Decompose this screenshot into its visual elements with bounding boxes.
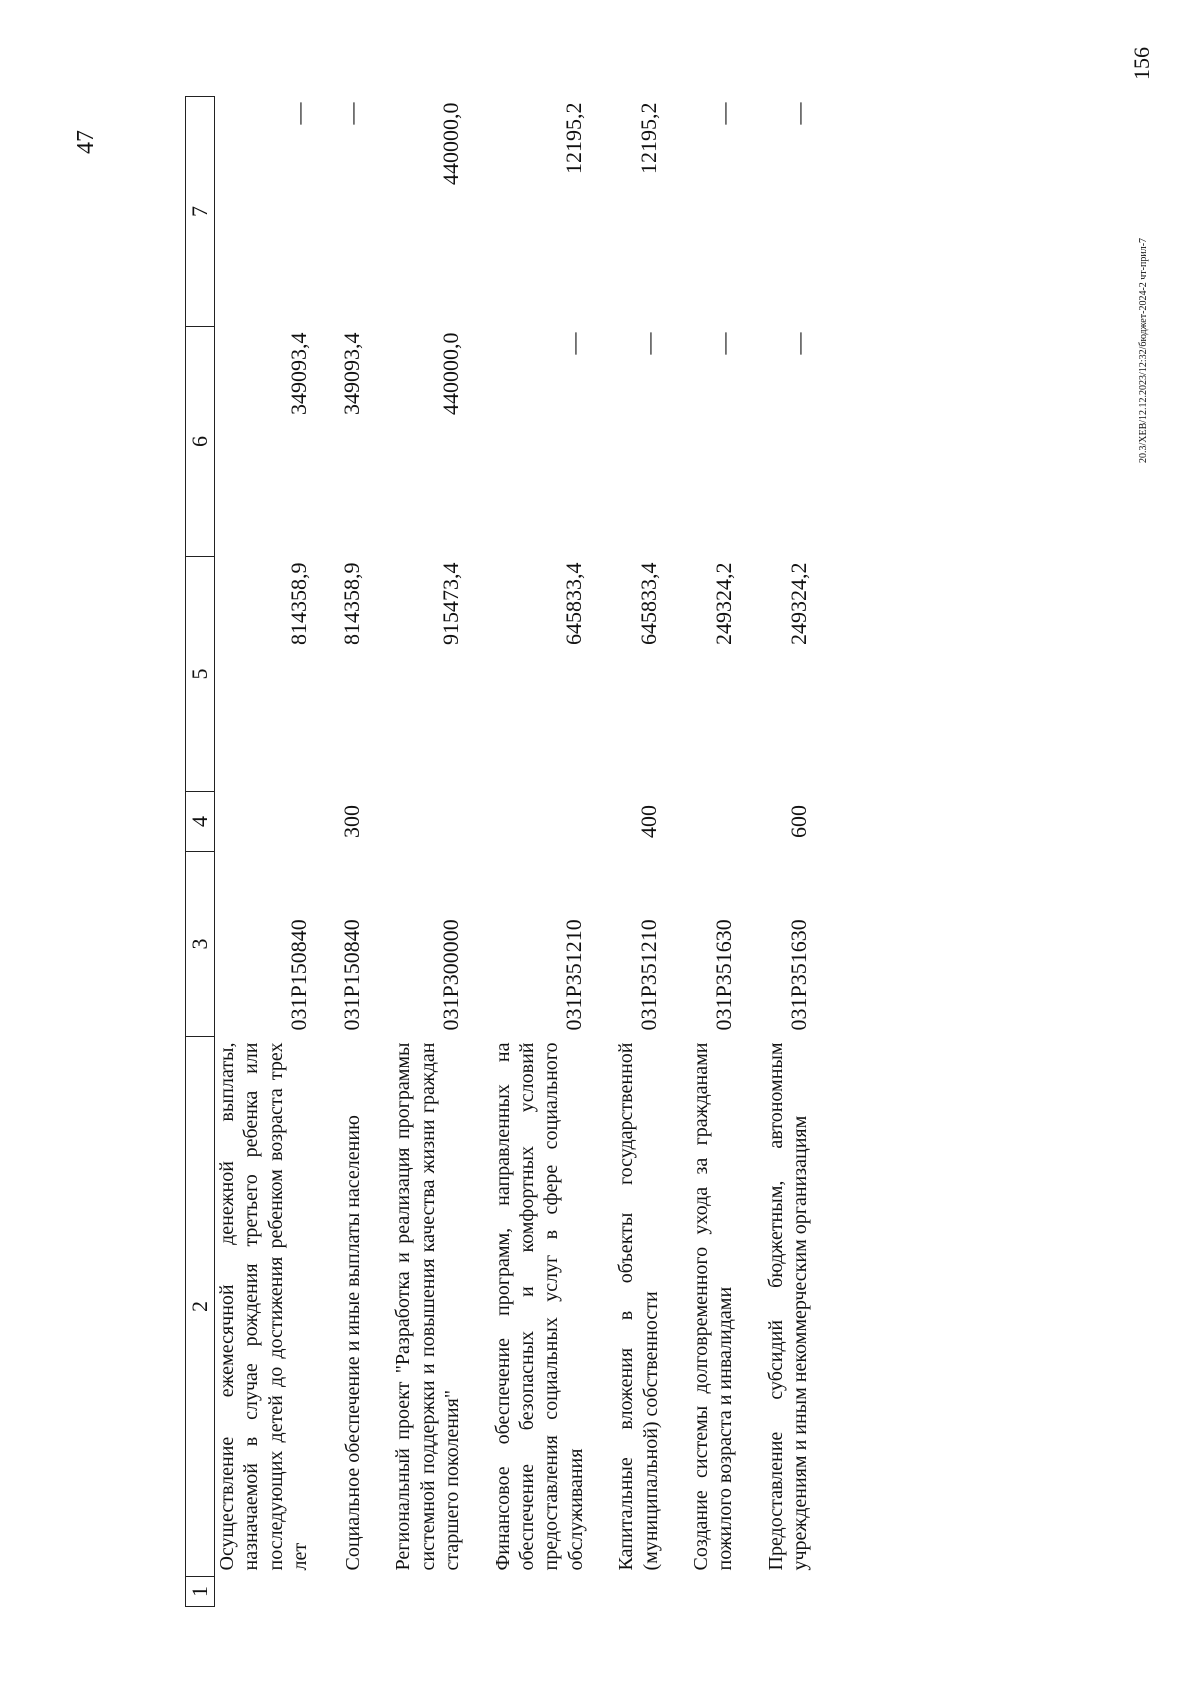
table-row — [689, 97, 738, 1607]
row-csr: 031Р351630 — [710, 919, 736, 1031]
row-value-7: — — [338, 102, 364, 125]
row-vr — [689, 792, 738, 852]
column-number-row — [186, 97, 215, 1607]
row-value-7: — — [285, 102, 311, 125]
row-value-7: 12195,2 — [636, 102, 662, 174]
row-vr: 400 — [636, 805, 662, 838]
row-value-5: 645833,4 — [636, 562, 662, 645]
row-vr — [491, 792, 589, 852]
row-value-6: — — [785, 332, 811, 355]
table-row — [614, 97, 663, 1607]
table-row — [391, 97, 464, 1607]
col-header-4: 4 — [186, 792, 215, 852]
table-row — [491, 97, 589, 1607]
row-value-6: — — [561, 332, 587, 355]
row-name: Финансовое обеспечение программ, направленных на обеспечение безопасных и комфортных условий предоставления социальных услуг в сфере социального обслуживания — [491, 1042, 587, 1571]
row-name: Осуществление ежемесячной денежной выплаты, назначаемой в случае рождения третьего ребенка или последующих детей до достижения ребенком возраста трех лет — [216, 1042, 312, 1571]
row-value-6: 349093,4 — [338, 332, 364, 415]
row-name: Создание системы долговременного ухода за гражданами пожилого возраста и инвалидами — [689, 1042, 737, 1571]
row-value-6: — — [710, 332, 736, 355]
row-csr: 031Р300000 — [437, 919, 463, 1031]
col-header-5: 5 — [186, 557, 215, 792]
row-name: Предоставление субсидий бюджетным, автономным учреждениям и иным некоммерческим организациям — [764, 1042, 812, 1571]
row-value-5: 915473,4 — [437, 562, 463, 645]
row-csr: 031Р351210 — [561, 919, 587, 1031]
budget-table — [185, 96, 812, 1607]
scan-page-number: 156 — [1129, 47, 1154, 80]
row-value-5: 814358,9 — [338, 562, 364, 645]
row-vr — [391, 792, 464, 852]
row-csr: 031Р351630 — [785, 919, 811, 1031]
col-header-2: 2 — [186, 1037, 215, 1577]
row-vr: 300 — [338, 805, 364, 838]
table-row — [339, 97, 366, 1607]
row-csr: 031Р150840 — [338, 919, 364, 1031]
row-value-6: 349093,4 — [285, 332, 311, 415]
row-value-5: 249324,2 — [785, 562, 811, 645]
row-value-7: 440000,0 — [437, 102, 463, 185]
row-value-6: 440000,0 — [437, 332, 463, 415]
col-header-6: 6 — [186, 327, 215, 557]
row-name: Региональный проект "Разработка и реализация программы системной поддержки и повышения качества жизни граждан старшего поколения" — [392, 1042, 464, 1571]
col-header-1: 1 — [186, 1577, 215, 1607]
row-value-6: — — [636, 332, 662, 355]
document-footer-code: 20.3/ХЕВ/12.12.2023/12:32/бюджет-2024-2 чт-прил-7 — [1138, 237, 1149, 463]
row-value-5: 814358,9 — [285, 562, 311, 645]
row-value-7: — — [785, 102, 811, 125]
row-value-5: 645833,4 — [561, 562, 587, 645]
page-number: 47 — [73, 130, 99, 154]
row-csr: 031Р351210 — [636, 919, 662, 1031]
row-name: Социальное обеспечение и иные выплаты населению — [342, 1115, 364, 1571]
table-row — [215, 97, 313, 1607]
col-header-3: 3 — [186, 852, 215, 1037]
row-csr: 031Р150840 — [285, 919, 311, 1031]
row-vr — [215, 792, 313, 852]
row-vr: 600 — [785, 805, 811, 838]
row-value-7: — — [710, 102, 736, 125]
row-value-7: 12195,2 — [561, 102, 587, 174]
table-row — [764, 97, 813, 1607]
row-value-5: 249324,2 — [710, 562, 736, 645]
row-name: Капитальные вложения в объекты государственной (муниципальной) собственности — [615, 1042, 662, 1571]
col-header-7: 7 — [186, 97, 215, 327]
